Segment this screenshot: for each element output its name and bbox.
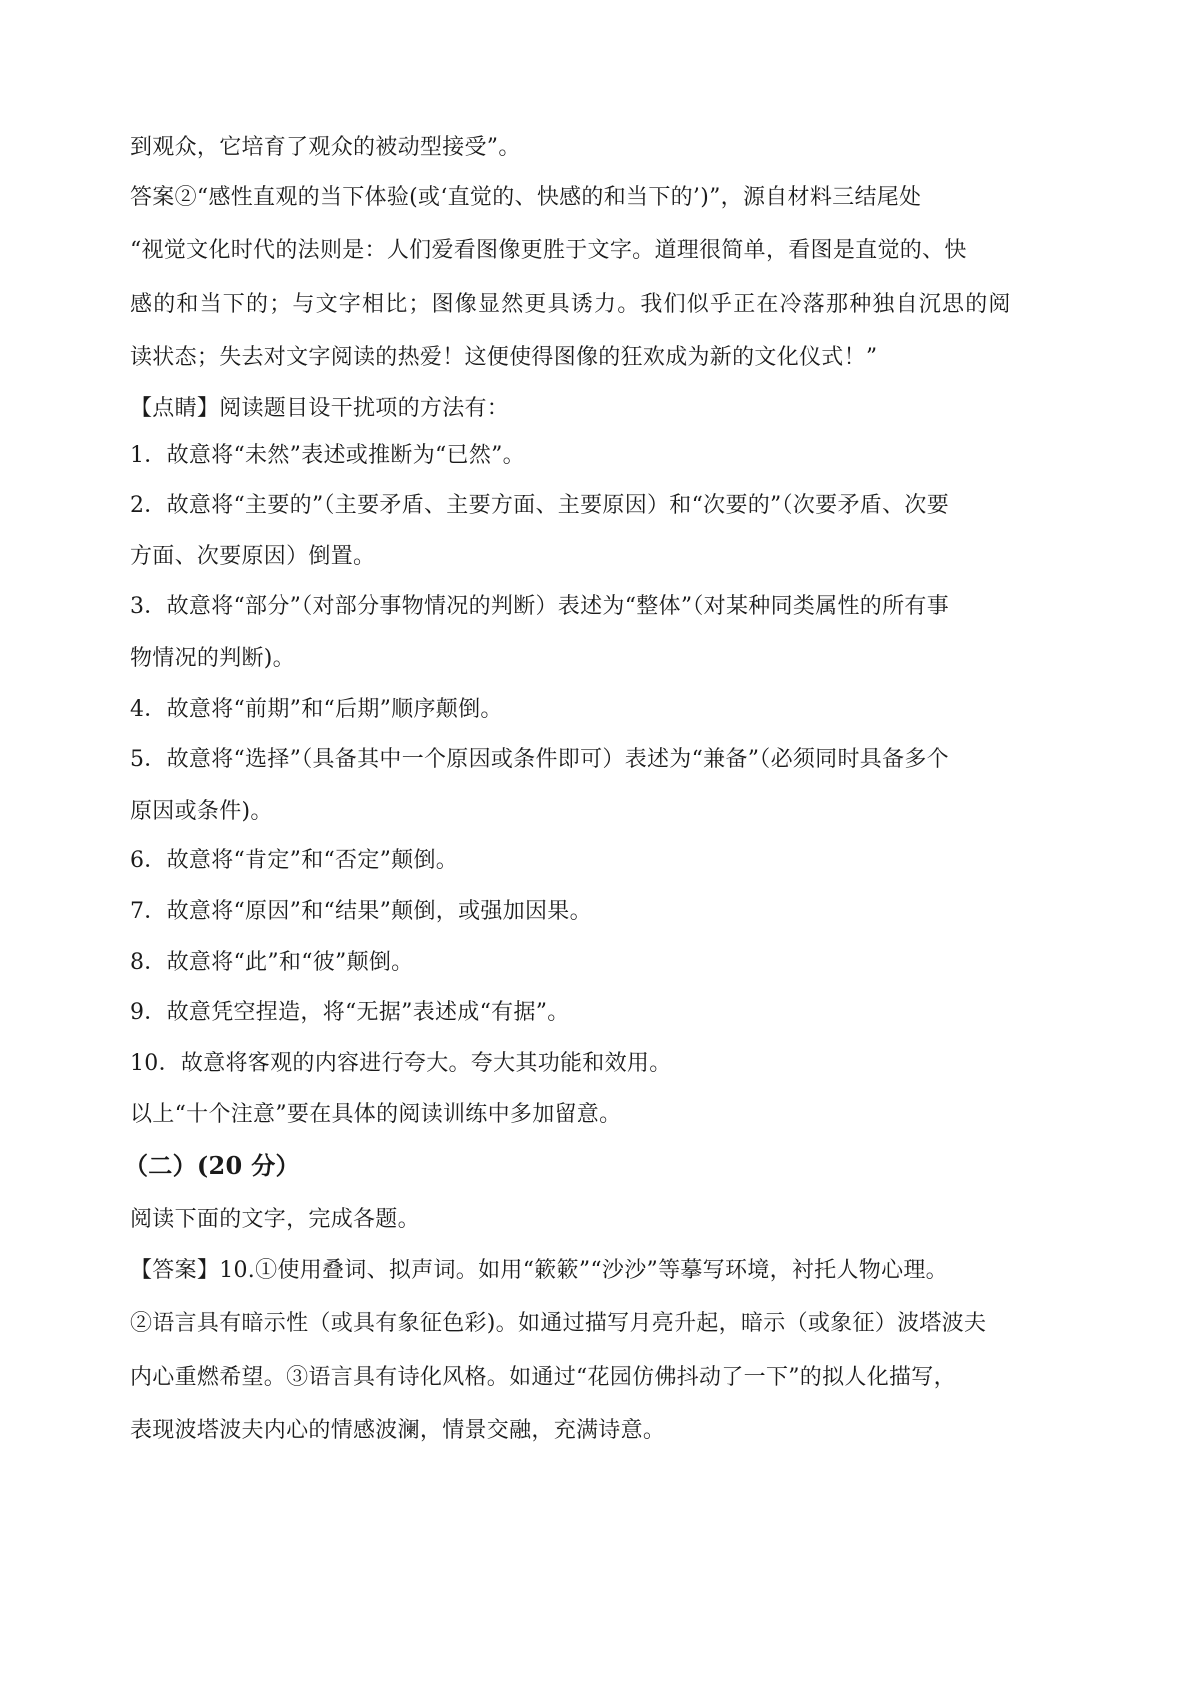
text-line-17: 8．故意将“此”和“彼”颠倒。 bbox=[130, 950, 414, 975]
text-line-22: 阅读下面的文字，完成各题。 bbox=[130, 1207, 420, 1232]
text-line-13: 5．故意将“选择”（具备其中一个原因或条件即可）表述为“兼备”（必须同时具备多个 bbox=[130, 747, 949, 772]
text-line-11: 物情况的判断)。 bbox=[130, 646, 295, 671]
text-line-23: 【答案】10.①使用叠词、拟声词。如用“簌簌”“沙沙”等摹写环境，衬托人物心理。 bbox=[130, 1258, 948, 1283]
text-line-7: 1．故意将“未然”表述或推断为“已然”。 bbox=[130, 443, 525, 468]
text-line-12: 4．故意将“前期”和“后期”顺序颠倒。 bbox=[130, 697, 503, 722]
text-line-8: 2．故意将“主要的”（主要矛盾、主要方面、主要原因）和“次要的”（次要矛盾、次要 bbox=[130, 493, 949, 518]
text-line-2: 答案②“感性直观的当下体验(或‘直觉的、快感的和当下的’)”，源自材料三结尾处 bbox=[130, 185, 922, 210]
section-heading: （二）(20 分） bbox=[124, 1151, 300, 1180]
text-line-4: 感的和当下的；与文字相比；图像显然更具诱力。我们似乎正在冷落那种独自沉思的阅 bbox=[130, 292, 1012, 317]
text-line-14: 原因或条件)。 bbox=[130, 799, 273, 824]
text-line-6: 【点睛】阅读题目设干扰项的方法有： bbox=[130, 396, 510, 421]
text-line-3: “视觉文化时代的法则是：人们爱看图像更胜于文字。道理很简单，看图是直觉的、快 bbox=[130, 238, 967, 263]
text-line-18: 9．故意凭空捏造，将“无据”表述成“有据”。 bbox=[130, 1000, 570, 1025]
text-line-20: 以上“十个注意”要在具体的阅读训练中多加留意。 bbox=[130, 1102, 622, 1127]
text-line-10: 3．故意将“部分”（对部分事物情况的判断）表述为“整体”（对某种同类属性的所有事 bbox=[130, 594, 949, 619]
text-line-19: 10．故意将客观的内容进行夸大。夸大其功能和效用。 bbox=[130, 1051, 672, 1076]
text-line-5: 读状态；失去对文字阅读的热爱！这便使得图像的狂欢成为新的文化仪式！” bbox=[130, 345, 878, 370]
text-line-9: 方面、次要原因）倒置。 bbox=[130, 544, 376, 569]
text-line-25: 内心重燃希望。③语言具有诗化风格。如通过“花园仿佛抖动了一下”的拟人化描写， bbox=[130, 1365, 956, 1390]
text-line-16: 7．故意将“原因”和“结果”颠倒，或强加因果。 bbox=[130, 899, 592, 924]
text-line-15: 6．故意将“肯定”和“否定”颠倒。 bbox=[130, 848, 459, 873]
text-line-24: ②语言具有暗示性（或具有象征色彩)。如通过描写月亮升起，暗示（或象征）波塔波夫 bbox=[130, 1311, 987, 1336]
text-line-26: 表现波塔波夫内心的情感波澜，情景交融，充满诗意。 bbox=[130, 1418, 666, 1443]
text-line-1: 到观众，它培育了观众的被动型接受”。 bbox=[130, 135, 521, 160]
